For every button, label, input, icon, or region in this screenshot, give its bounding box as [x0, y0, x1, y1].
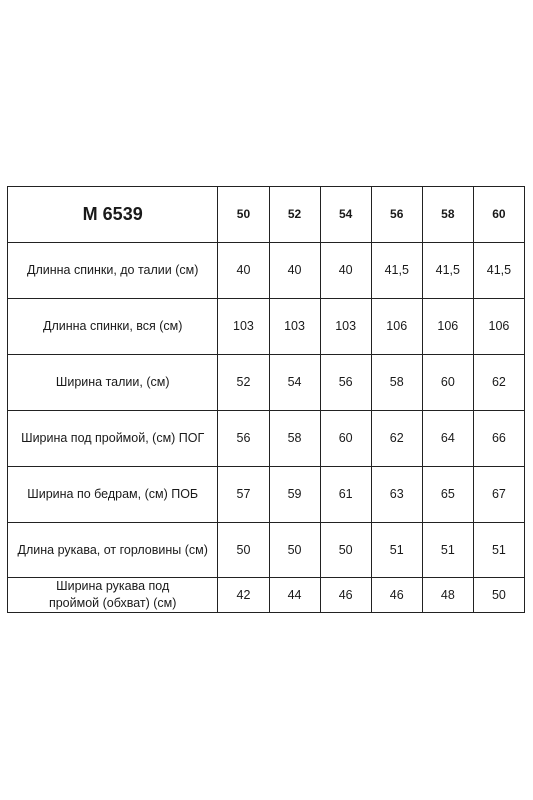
table-row	[8, 243, 525, 299]
size-header: 50	[218, 187, 269, 243]
table-cell: 103	[218, 299, 269, 355]
size-header: 52	[269, 187, 320, 243]
row-label: Длинна спинки, до талии (см)	[8, 243, 218, 299]
row-label: Ширина талии, (см)	[8, 355, 218, 411]
table-cell: 60	[320, 411, 371, 467]
table-cell: 64	[422, 411, 473, 467]
table-cell: 44	[269, 578, 320, 613]
table-cell: 41,5	[422, 243, 473, 299]
table-row	[8, 467, 525, 523]
table-row	[8, 299, 525, 355]
header-row	[8, 187, 525, 243]
size-header: 58	[422, 187, 473, 243]
row-label: Ширина под проймой, (см) ПОГ	[8, 411, 218, 467]
table-cell: 51	[473, 523, 524, 578]
table-cell: 57	[218, 467, 269, 523]
table-cell: 103	[320, 299, 371, 355]
table-cell: 60	[422, 355, 473, 411]
table-cell: 54	[269, 355, 320, 411]
size-header: 56	[371, 187, 422, 243]
table-cell: 59	[269, 467, 320, 523]
table-cell: 62	[371, 411, 422, 467]
table-cell: 50	[269, 523, 320, 578]
table-cell: 41,5	[371, 243, 422, 299]
table-cell: 50	[320, 523, 371, 578]
table-cell: 65	[422, 467, 473, 523]
table-cell: 52	[218, 355, 269, 411]
table-cell: 50	[473, 578, 524, 613]
size-header: 60	[473, 187, 524, 243]
row-label-line: проймой (обхват) (см)	[48, 596, 177, 610]
table-cell: 56	[218, 411, 269, 467]
table-cell: 56	[320, 355, 371, 411]
table-cell: 46	[320, 578, 371, 613]
row-label: Ширина по бедрам, (см) ПОБ	[8, 467, 218, 523]
table-cell: 48	[422, 578, 473, 613]
table-row	[8, 411, 525, 467]
table-cell: 61	[320, 467, 371, 523]
table-cell: 63	[371, 467, 422, 523]
table-cell: 40	[320, 243, 371, 299]
table-cell: 67	[473, 467, 524, 523]
size-chart-table	[7, 186, 525, 613]
table-row	[8, 523, 525, 578]
table-cell: 103	[269, 299, 320, 355]
row-label: Длина рукава, от горловины (см)	[8, 523, 218, 578]
table-cell: 40	[269, 243, 320, 299]
table-cell: 42	[218, 578, 269, 613]
row-label	[8, 578, 218, 613]
table-row	[8, 355, 525, 411]
table-cell: 40	[218, 243, 269, 299]
table-cell: 41,5	[473, 243, 524, 299]
table-cell: 106	[473, 299, 524, 355]
table-cell: 51	[371, 523, 422, 578]
row-label-line: Ширина рукава под	[56, 579, 170, 593]
table-row	[8, 578, 525, 613]
row-label: Длинна спинки, вся (см)	[8, 299, 218, 355]
table-cell: 62	[473, 355, 524, 411]
table-cell: 66	[473, 411, 524, 467]
table-cell: 50	[218, 523, 269, 578]
table-cell: 51	[422, 523, 473, 578]
table-cell: 106	[371, 299, 422, 355]
table-cell: 58	[269, 411, 320, 467]
table-cell: 58	[371, 355, 422, 411]
table-cell: 46	[371, 578, 422, 613]
model-number: M 6539	[8, 187, 218, 243]
size-header: 54	[320, 187, 371, 243]
table-cell: 106	[422, 299, 473, 355]
